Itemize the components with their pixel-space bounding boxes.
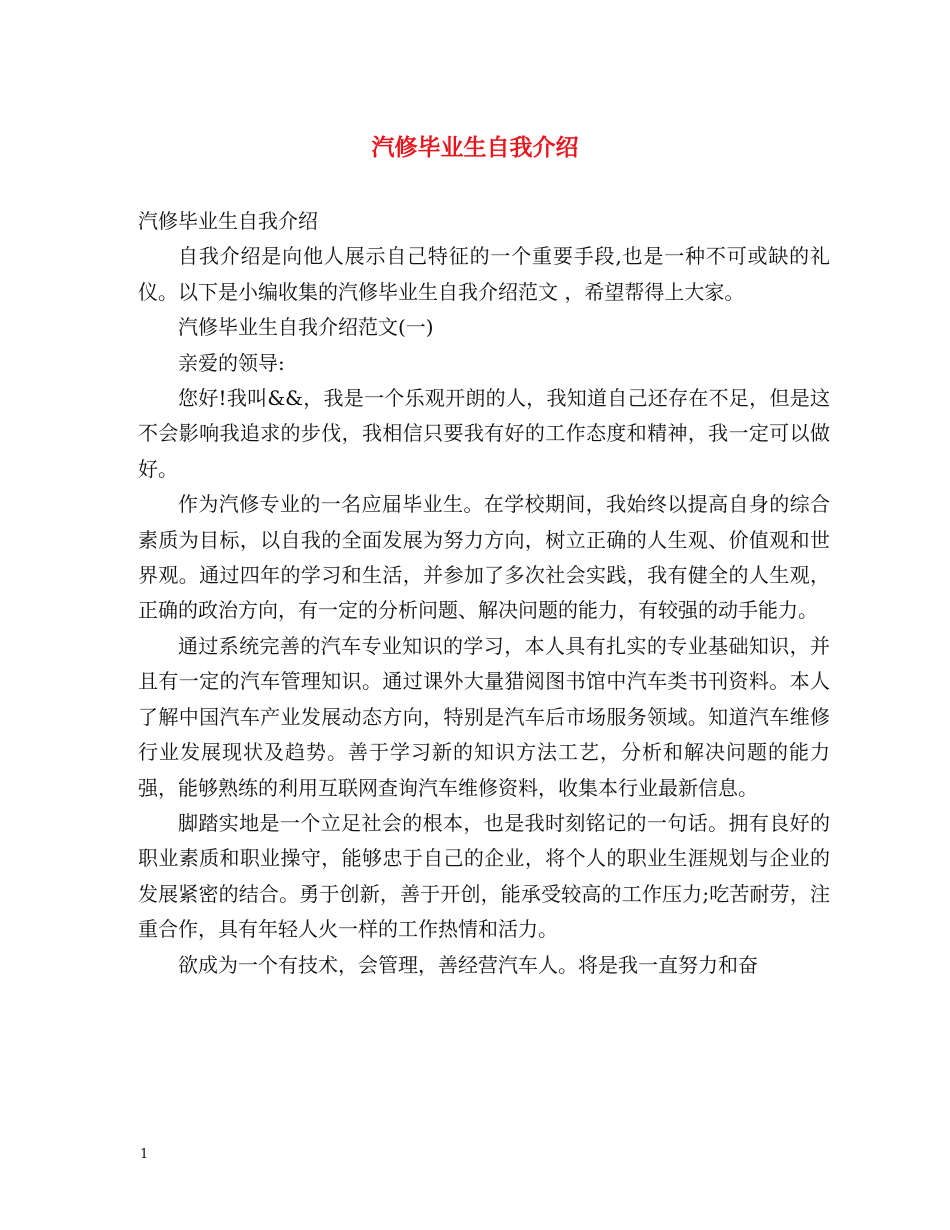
paragraph-greeting: 您好!我叫&&，我是一个乐观开朗的人，我知道自己还存在不足，但是这不会影响我追求的步伐，我相信只要我有好的工作态度和精神，我一定可以做好。 xyxy=(138,386,830,481)
paragraph-attitude: 脚踏实地是一个立足社会的根本，也是我时刻铭记的一句话。拥有良好的职业素质和职业操守，能够忠于自己的企业，将个人的职业生涯规划与企业的发展紧密的结合。勇于创新，善于开创，能承受较高的工作压力;吃苦耐劳，注重合作，具有年轻人火一样的工作热情和活力。 xyxy=(138,810,830,942)
paragraph-education: 作为汽修专业的一名应届毕业生。在学校期间，我始终以提高自身的综合素质为目标，以自我的全面发展为努力方向，树立正确的人生观、价值观和世界观。通过四年的学习和生活，并参加了多次社会实践，我有健全的人生观，正确的政治方向，有一定的分析问题、解决问题的能力，有较强的动手能力。 xyxy=(138,492,830,623)
page-number: 1 xyxy=(140,1147,149,1162)
paragraph-intro: 自我介绍是向他人展示自己特征的一个重要手段,也是一种不可或缺的礼仪。以下是小编收集的汽修毕业生自我介绍范文 ，希望帮得上大家。 xyxy=(138,244,830,304)
document-title: 汽修毕业生自我介绍 xyxy=(371,134,579,161)
paragraph-sample-title: 汽修毕业生自我介绍范文(一) xyxy=(178,315,434,340)
paragraph-knowledge: 通过系统完善的汽车专业知识的学习，本人具有扎实的专业基础知识，并且有一定的汽车管理知识。通过课外大量猎阅图书馆中汽车类书刊资料。本人了解中国汽车产业发展动态方向，特别是汽车后市场服务领域。知道汽车维修行业发展现状及趋势。善于学习新的知识方法工艺，分析和解决问题的能力强，能够熟练的利用互联网查询汽车维修资料，收集本行业最新信息。 xyxy=(138,633,830,800)
document-body xyxy=(138,204,830,983)
paragraph-goal: 欲成为一个有技术，会管理，善经营汽车人。将是我一直努力和奋 xyxy=(178,952,758,977)
paragraph-salutation: 亲爱的领导: xyxy=(178,350,285,375)
paragraph-heading: 汽修毕业生自我介绍 xyxy=(138,209,318,233)
